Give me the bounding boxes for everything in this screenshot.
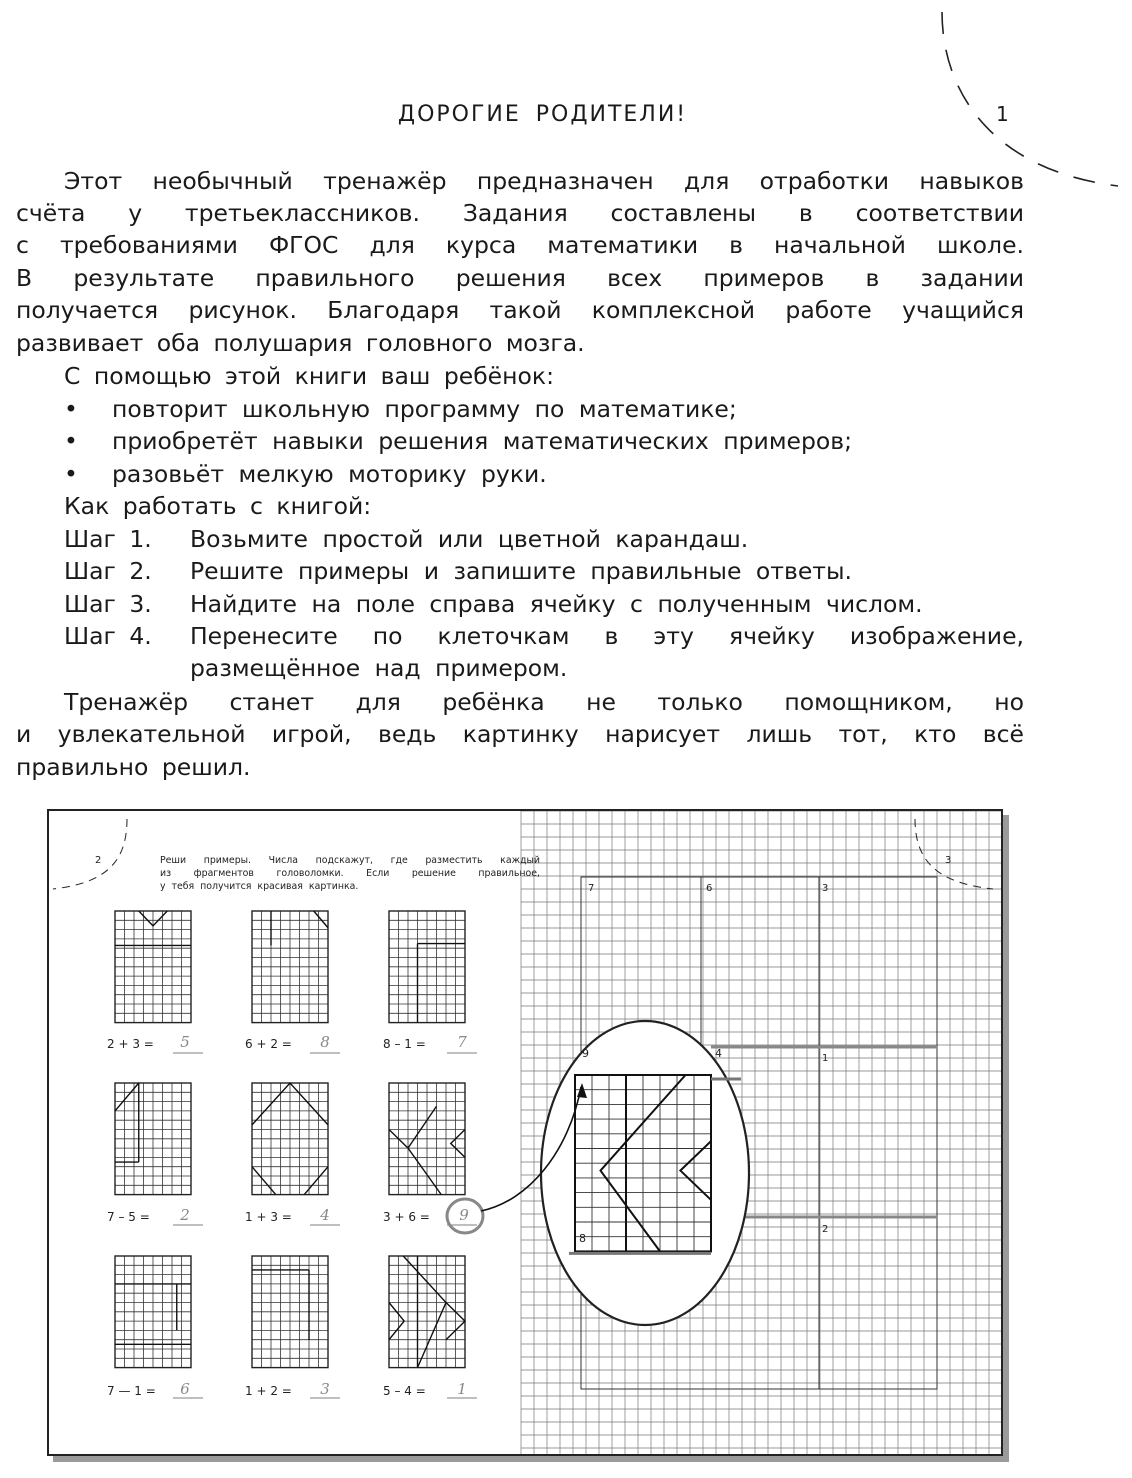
book-spread-illustration (49, 811, 1001, 1454)
intro-line-3: с требованиями ФГОС для курса математики в начальной школе. (16, 231, 1024, 259)
field-cell-number: 6 (706, 883, 713, 894)
step-label-1: Шаг 1. (64, 525, 152, 553)
howto-title: Как работать с книгой: (64, 492, 372, 520)
step-text-1: Возьмите простой или цветной карандаш. (190, 525, 749, 553)
puzzle-piece-grid (389, 1256, 477, 1398)
field-cell-number: 2 (822, 1224, 829, 1235)
step-text-4-cont: размещённое над примером. (190, 654, 568, 682)
step-label-3: Шаг 3. (64, 590, 152, 618)
step-text-2: Решите примеры и запишите правильные ответы. (190, 557, 852, 585)
exercise-expression: 8 – 1 = (383, 1037, 426, 1051)
step-text-3: Найдите на поле справа ячейку с полученным числом. (190, 590, 923, 618)
exercise-expression: 1 + 3 = (245, 1210, 292, 1224)
exercise-answer: 1 (457, 1380, 467, 1398)
right-corner-arc (915, 819, 993, 889)
exercise-answer: 8 (320, 1033, 330, 1051)
closing-line-1: Тренажёр станет для ребёнка не только помощником, но (64, 688, 1024, 716)
book-spread-preview (47, 809, 1003, 1456)
bullet-marker: • (64, 460, 78, 488)
step-label-2: Шаг 2. (64, 557, 152, 585)
step-text-4: Перенесите по клеточкам в эту ячейку изображение, (190, 622, 1024, 650)
left-corner-arc (53, 819, 127, 889)
intro-line-2: счёта у третьеклассников. Задания составлены в соответствии (16, 199, 1024, 227)
preview-instruction-line-3: у тебя получится красивая картинка. (160, 881, 359, 892)
field-cell-number: 4 (715, 1047, 722, 1060)
preview-instruction-line-2: из фрагментов головоломки. Если решение правильное, (160, 868, 540, 879)
preview-instruction-line-1: Реши примеры. Числа подскажут, где разместить каждый (160, 855, 540, 866)
bullet-marker: • (64, 427, 78, 455)
exercise-answer-highlighted: 9 (459, 1206, 469, 1224)
exercise-expression: 3 + 6 = (383, 1210, 430, 1224)
exercise-answer: 7 (457, 1033, 467, 1051)
preview-left-page-number: 2 (95, 855, 102, 866)
field-cell-number: 8 (579, 1232, 586, 1245)
benefits-intro: С помощью этой книги ваш ребёнок: (64, 362, 554, 390)
step-label-4: Шаг 4. (64, 622, 152, 650)
exercise-expression: 7 — 1 = (107, 1384, 156, 1398)
field-cell-number: 1 (822, 1053, 829, 1064)
puzzle-piece-grid (115, 1083, 203, 1225)
field-cell-number: 3 (822, 883, 829, 894)
puzzle-piece-grid (252, 1256, 340, 1398)
puzzle-piece-grid (115, 1256, 203, 1398)
bullet-item-2: приобретёт навыки решения математических примеров; (112, 427, 853, 455)
bullet-marker: • (64, 395, 78, 423)
magnified-puzzle-piece (541, 1021, 749, 1325)
puzzle-piece-grid (252, 911, 340, 1053)
exercise-expression: 7 – 5 = (107, 1210, 150, 1224)
page-title: ДОРОГИЕ РОДИТЕЛИ! (397, 102, 688, 127)
intro-line-6: развивает оба полушария головного мозга. (16, 329, 585, 357)
intro-line-5: получается рисунок. Благодаря такой комплексной работе учащийся (16, 296, 1024, 324)
puzzle-piece-grid (389, 1083, 477, 1225)
exercise-answer: 6 (180, 1380, 190, 1398)
page-number: 1 (996, 102, 1009, 126)
puzzle-piece-grid (252, 1083, 340, 1225)
closing-line-2: и увлекательной игрой, ведь картинку нарисует лишь тот, кто всё (16, 720, 1024, 748)
bullet-item-1: повторит школьную программу по математике; (112, 395, 737, 423)
puzzle-piece-grid (115, 911, 203, 1053)
field-cell-number: 9 (582, 1047, 589, 1060)
intro-line-1: Этот необычный тренажёр предназначен для отработки навыков (64, 167, 1024, 195)
exercise-expression: 1 + 2 = (245, 1384, 292, 1398)
exercise-answer: 5 (180, 1033, 190, 1051)
intro-line-4: В результате правильного решения всех примеров в задании (16, 264, 1024, 292)
bullet-item-3: разовьёт мелкую моторику руки. (112, 460, 547, 488)
exercise-answer: 2 (180, 1206, 190, 1224)
exercise-expression: 2 + 3 = (107, 1037, 154, 1051)
field-cell-number: 7 (588, 883, 595, 894)
exercise-expression: 6 + 2 = (245, 1037, 292, 1051)
exercise-answer: 3 (320, 1380, 330, 1398)
closing-line-3: правильно решил. (16, 753, 251, 781)
preview-right-page-number: 3 (945, 855, 952, 866)
puzzle-piece-grid (389, 911, 477, 1053)
exercise-expression: 5 – 4 = (383, 1384, 426, 1398)
exercise-answer: 4 (320, 1206, 330, 1224)
